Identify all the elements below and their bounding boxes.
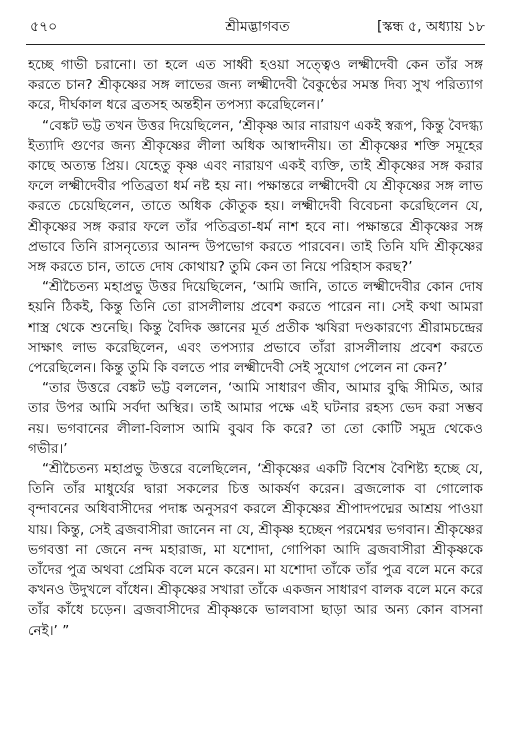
book-title: শ্রীমদ্ভাগবত	[225, 19, 290, 35]
body-text	[28, 55, 483, 713]
paragraph-5: “শ্রীচৈতন্য মহাপ্রভু উত্তরে বলেছিলেন, ‘শ্রীকৃষ্ণের একটি বিশেষ বৈশিষ্ট্য হচ্ছে যে, তিনি তাঁর মাধুর্যের দ্বারা সকলের চিত্ত আকর্ষণ করেন। ব্রজলোক বা গোলোক বৃন্দাবনের অধিবাসীদের পদাঙ্ক অনুসরণ করলে শ্রীকৃষ্ণের শ্রীপাদপদ্মের আশ্রয় পাওয়া যায়। কিন্তু, সেই ব্রজবাসীরা জানেন না যে, শ্রীকৃষ্ণ হচ্ছেন পরমেশ্বর ভগবান। শ্রীকৃষ্ণের ভগবত্তা না জেনে নন্দ মহারাজ, মা যশোদা, গোপিকা আদি ব্রজবাসীরা শ্রীকৃষ্ণকে তাঁদের পুত্র অথবা প্রেমিক বলে মনে করেন। মা যশোদা তাঁকে তাঁর পুত্র বলে মনে করে কখনও উদুখলে বাঁধেন। শ্রীকৃষ্ণের সখারা তাঁকে একজন সাধারণ বালক বলে মনে করে তাঁর কাঁধে চড়েন। ব্রজবাসীদের শ্রীকৃষ্ণকে ভালবাসা ছাড়া আর অন্য কোন বাসনা নেই।’ ”	[28, 461, 483, 639]
header-rule	[26, 44, 485, 45]
running-header	[30, 14, 485, 40]
page-number: ৫৭০	[30, 19, 58, 35]
paragraph-1: হচ্ছে গাভী চরানো। তা হলে এত সাধ্বী হওয়া সত্ত্বেও লক্ষ্মীদেবী কেন তাঁর সঙ্গ করতে চান? শ্রীকৃষ্ণের সঙ্গ লাভের জন্য লক্ষ্মীদেবী বৈকুণ্ঠের সমস্ত দিব্য সুখ পরিত্যাগ করে, দীর্ঘকাল ধরে ব্রতসহ অন্তহীন তপস্যা করেছিলেন।’	[28, 57, 483, 114]
paragraph-4: “তার উত্তরে বেঙ্কট ভট্ট বললেন, ‘আমি সাধারণ জীব, আমার বুদ্ধি সীমিত, আর তার উপর আমি সর্বদা অস্থির। তাই আমার পক্ষে এই ঘটনার রহস্য ভেদ করা সম্ভব নয়। ভগবানের লীলা-বিলাস আমি বুঝব কি করে? তা তো কোটি সমুদ্র থেকেও গভীর।’	[28, 380, 483, 457]
paragraph-3: “শ্রীচৈতন্য মহাপ্রভু উত্তর দিয়েছিলেন, ‘আমি জানি, তাতে লক্ষ্মীদেবীর কোন দোষ হয়নি ঠিকই, কিন্তু তিনি তো রাসলীলায় প্রবেশ করতে পারেন না। সেই কথা আমরা শাস্ত্র থেকে শুনেছি। কিন্তু বৈদিক জ্ঞানের মূর্ত প্রতীক ঋষিরা দণ্ডকারণ্যে শ্রীরামচন্দ্রের সাক্ষাৎ লাভ করেছিলেন, এবং তপস্যার প্রভাবে তাঁরা রাসলীলায় প্রবেশ করতে পেরেছিলেন। কিন্তু তুমি কি বলতে পার লক্ষ্মীদেবী সেই সুযোগ পেলেন না কেন?’	[28, 279, 483, 377]
paragraph-2: “বেঙ্কট ভট্ট তখন উত্তর দিয়েছিলেন, ‘শ্রীকৃষ্ণ আর নারায়ণ একই স্বরূপ, কিন্তু বৈদগ্ধ্য ইত্যাদি গুণের জন্য শ্রীকৃষ্ণের লীলা অধিক আস্বাদনীয়। তা শ্রীকৃষ্ণের শক্তি সমূহের কাছে অত্যন্ত প্রিয়। যেহেতু কৃষ্ণ এবং নারায়ণ একই ব্যক্তি, তাই শ্রীকৃষ্ণের সঙ্গ করার ফলে লক্ষ্মীদেবীর পতিব্রতা ধর্ম নষ্ট হয় না। পক্ষান্তরে লক্ষ্মীদেবী যে শ্রীকৃষ্ণের সঙ্গ লাভ করতে চেয়েছিলেন, তাতে অধিক কৌতুক হয়। লক্ষ্মীদেবী বিবেচনা করেছিলেন যে, শ্রীকৃষ্ণের সঙ্গ করার ফলে তাঁর পতিব্রতা-ধর্ম নাশ হবে না। পক্ষান্তরে শ্রীকৃষ্ণের সঙ্গ প্রভাবে তিনি রাসনৃত্যের আনন্দ উপভোগ করতে পারবেন। তাই তিনি যদি শ্রীকৃষ্ণের সঙ্গ করতে চান, তাতে দোষ কোথায়? তুমি কেন তা নিয়ে পরিহাস করছ?’	[28, 117, 483, 276]
section-reference: [স্কন্ধ ৫, অধ্যায় ১৮	[376, 19, 485, 35]
